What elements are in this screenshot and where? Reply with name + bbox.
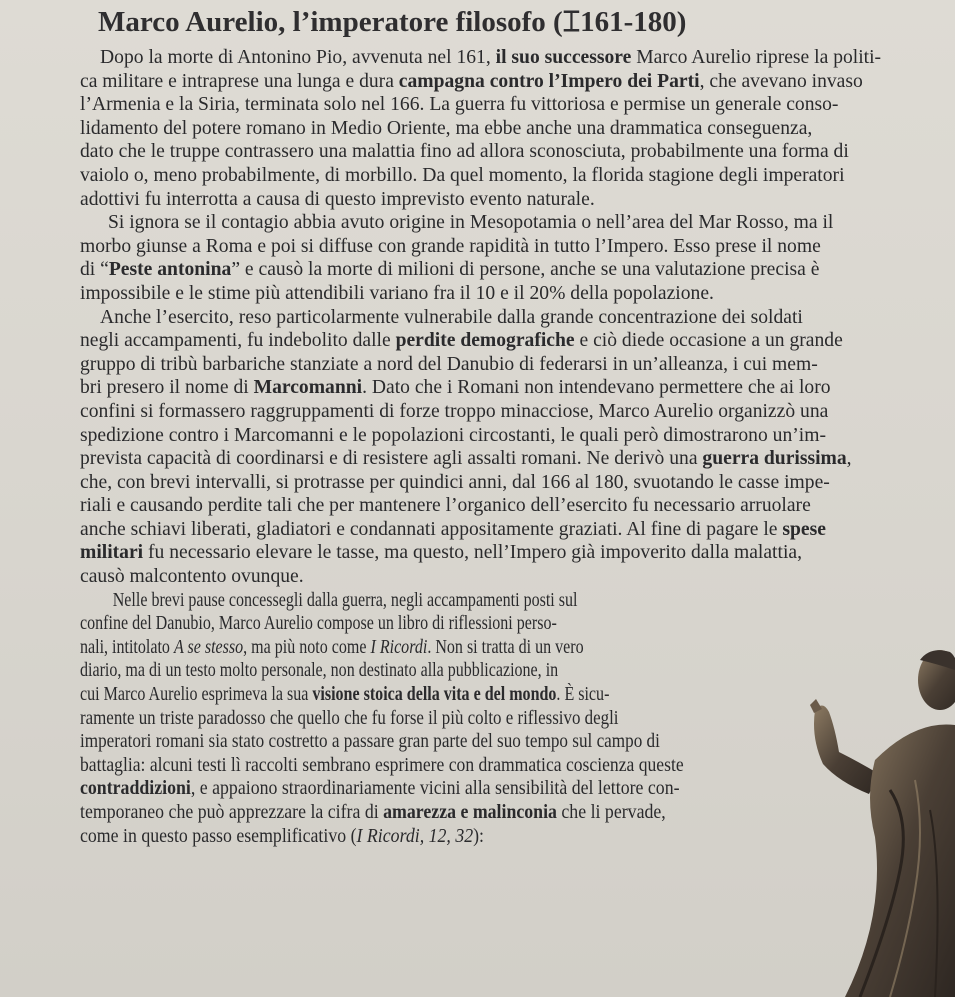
text-line [80,93,955,117]
text-line [80,424,955,448]
text-segment: Anche l’esercito, reso particolarmente vulnerabile dalla grande concentrazione dei soldati [100,306,803,328]
text-line [80,825,880,849]
text-line [80,730,850,754]
text-segment: , e appaiono straordinariamente vicini alla sensibilità del lettore con- [190,778,680,800]
text-line [80,518,955,542]
text-segment: , ma più noto come [243,636,371,658]
text-line [80,777,880,801]
text-segment: , che avevano invaso [699,70,863,92]
text-line [80,659,800,683]
text-segment: cui Marco Aurelio esprimeva la sua [80,684,313,706]
text-line [80,589,800,613]
text-line [80,353,955,377]
text-line [80,117,955,141]
text-segment: riali e causando perdite tali che per mantenere l’organico dell’esercito fu necessario arruolare [80,495,811,517]
bold-text: visione stoica della vita e del mondo [312,684,557,706]
marcus-aurelius-statue-icon [780,650,955,997]
text-segment: prevista capacità di coordinarsi e di resistere agli assalti romani. Ne derivò una [80,448,703,470]
text-segment: che li pervade, [556,802,666,823]
text-segment: imperatori romani sia stato costretto a passare gran parte del suo tempo sul campo di [80,731,660,753]
text-line [80,306,955,330]
text-segment: Si ignora se il contagio abbia avuto origine in Mesopotamia o nell’area del Mar Rosso, ma il [108,212,834,234]
text-line [80,70,955,94]
text-line [80,801,880,825]
text-segment: e ciò diede occasione a un grande [574,330,843,352]
text-segment: . È sicu- [556,684,610,706]
text-line [80,494,955,518]
text-segment: l’Armenia e la Siria, terminata solo nel 166. La guerra fu vittoriosa e permise un generale conso- [80,94,839,116]
text-segment: lidamento del potere romano in Medio Oriente, ma ebbe anche una drammatica conseguenza, [80,117,813,139]
text-segment: che, con brevi intervalli, si protrasse per quindici anni, dal 166 al 180, svuotando le casse impe- [80,471,830,493]
text-segment: di “ [80,259,109,281]
text-segment: Marco Aurelio riprese la politi- [631,47,882,68]
text-line [80,188,955,212]
text-segment: , [846,448,852,470]
section-title: Marco Aurelio, l’imperatore filosofo (⌶161-180) [98,6,687,38]
text-line [80,636,800,660]
text-segment: impossibile e le stime più attendibili variano fra il 10 e il 20% della popolazione. [80,282,714,304]
text-segment: ramente un triste paradosso che quello che fu forse il più colto e riflessivo degli [80,707,619,729]
italic-text: I Ricordi [370,636,428,658]
bold-text: Peste antonina [108,259,232,281]
text-line [80,471,955,495]
text-segment: . Dato che i Romani non intendevano permettere che ai loro [362,377,831,399]
text-segment: ” e causò la morte di milioni di persone, anche se una valutazione precisa è [231,259,820,281]
text-line [80,211,955,235]
bold-text: contraddizioni [80,778,191,800]
text-segment: come in questo passo esemplificativo ( [80,825,357,847]
text-line [80,683,800,707]
bold-text: campagna contro l’Impero dei Parti [398,70,700,92]
italic-text: I Ricordi, 12, 32 [356,825,474,847]
bold-text: guerra durissima [702,448,847,470]
text-segment: causò malcontento ovunque. [80,566,304,588]
text-line [80,282,955,306]
text-segment: vaiolo o, meno probabilmente, di morbillo. Da quel momento, la florida stagione degli imperatori [80,164,845,186]
bold-text: il suo successore [495,47,632,68]
text-line [80,400,955,424]
text-segment: spedizione contro i Marcomanni e le popolazioni circostanti, le quali però dimostrarono un’im- [80,424,826,446]
text-segment: Dopo la morte di Antonino Pio, avvenuta nel 161, [100,47,496,68]
bold-text: spese [782,518,826,540]
text-segment: nali, intitolato [80,636,174,658]
text-line [80,707,840,731]
text-segment: ca militare e intraprese una lunga e dura [80,70,399,92]
text-line [80,46,955,70]
text-segment: anche schiavi liberati, gladiatori e condannati appositamente graziati. Al fine di pagare le [80,518,783,540]
text-segment: morbo giunse a Roma e poi si diffuse con grande rapidità in tutto l’Impero. Esso prese il nome [80,235,821,257]
bold-text: amarezza e malinconia [383,802,557,823]
text-segment: dato che le truppe contrassero una malattia fino ad allora sconosciuta, probabilmente una forma di [80,141,849,163]
text-segment: . Non si tratta di un vero [427,636,584,658]
italic-text: A se stesso [173,636,244,658]
text-segment: battaglia: alcuni testi lì raccolti sembrano esprimere con drammatica coscienza queste [80,754,684,776]
text-line [80,541,955,565]
text-segment: temporaneo che può apprezzare la cifra di [80,802,384,823]
text-segment: diario, ma di un testo molto personale, non destinato alla pubblicazione, in [80,660,559,682]
text-line [80,235,955,259]
text-segment: Nelle brevi pause concessegli dalla guerra, negli accampamenti posti sul [112,589,578,611]
text-line [80,754,870,778]
text-segment: confini si formassero raggruppamenti di forze troppo minacciose, Marco Aurelio organizzò una [80,400,829,422]
text-segment: adottivi fu interrotta a causa di questo imprevisto evento naturale. [80,188,595,210]
text-segment: fu necessario elevare le tasse, ma questo, nell’Impero già impoverito dalla malattia, [143,542,802,564]
text-segment: ): [473,825,485,847]
text-line [80,565,955,589]
text-line [80,329,955,353]
bold-text: Marcomanni [253,377,363,399]
text-line [80,612,800,636]
text-line [80,376,955,400]
text-segment: negli accampamenti, fu indebolito dalle [80,330,396,352]
bold-text: militari [80,542,144,564]
text-segment: gruppo di tribù barbariche stanziate a nord del Danubio di federarsi in un’alleanza, i cui mem- [80,353,818,375]
text-segment: confine del Danubio, Marco Aurelio compose un libro di riflessioni perso- [80,613,557,635]
text-line [80,447,955,471]
bold-text: perdite demografiche [395,330,575,352]
text-line [80,164,955,188]
text-line [80,258,955,282]
text-segment: bri presero il nome di [80,377,254,399]
text-line [80,140,955,164]
